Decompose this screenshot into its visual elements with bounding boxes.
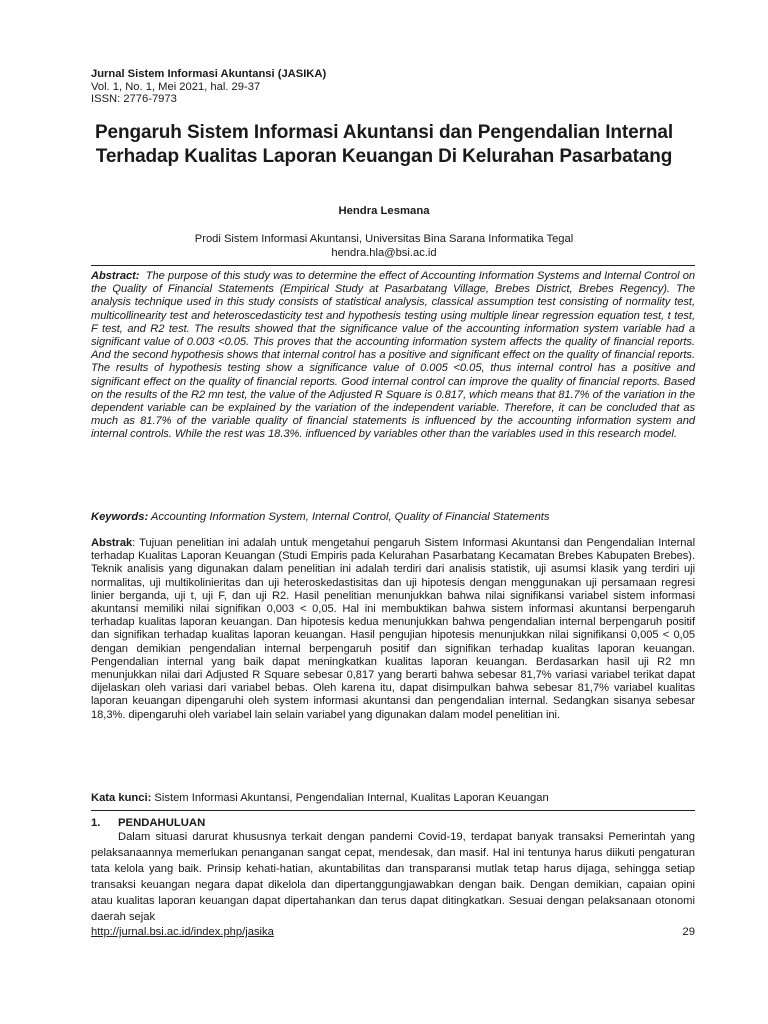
kata-kunci-text: Sistem Informasi Akuntansi, Pengendalian Internal, Kualitas Laporan Keuangan — [154, 792, 549, 804]
page-footer — [91, 926, 695, 938]
kata-kunci-label: Kata kunci: — [91, 792, 152, 804]
page-number: 29 — [682, 926, 695, 938]
journal-issn: ISSN: 2776-7973 — [91, 93, 177, 105]
abstract-label: Abstract: — [91, 270, 140, 282]
abstract-english — [91, 270, 695, 442]
section-heading — [91, 817, 205, 829]
keywords-label: Keywords: — [91, 511, 149, 523]
abstrak-label: Abstrak — [91, 537, 133, 549]
journal-name: Jurnal Sistem Informasi Akuntansi (JASIKA) — [91, 68, 327, 80]
journal-url-link[interactable]: http://jurnal.bsi.ac.id/index.php/jasika — [91, 926, 274, 938]
journal-volume: Vol. 1, No. 1, Mei 2021, hal. 29-37 — [91, 80, 261, 93]
section-title: PENDAHULUAN — [118, 817, 206, 829]
abstract-bottom-rule — [91, 810, 695, 811]
author-email: hendra.hla@bsi.ac.id — [331, 247, 437, 259]
abstrak-text: : Tujuan penelitian ini adalah untuk mengetahui pengaruh Sistem Informasi Akuntansi dan Pengendalian Internal terhadap Kualitas Laporan Keuangan (Studi Empiris pada Kelurahan Pasarbatang Kecamatan Brebes Kabupaten Brebes). Teknik analisis yang digunakan dalam penelitian ini adalah terdiri dari analisis statistik, uji asumsi klasik yang terdiri uji normalitas, uji multikolinieritas dan uji heteroskedastisitas dan uji hipotesis dengan menggunakan uji persamaan regresi linier berganda, uji t, uji F, dan uji R2. Hasil penelitian menunjukkan bahwa nilai signifikansi variabel sistem informasi akuntansi memiliki nilai signifikan 0,003 < 0,05. Hal ini membuktikan bahwa sistem informasi akuntansi berpengaruh terhadap kualitas laporan keuangan. Dan hipotesis kedua menunjukkan bahwa pengendalian internal berpengaruh positif dan signifikan terhadap kualitas laporan keuangan. Hasil pengujian hipotesis menunjukkan nilai signifikansi 0,005 < 0,05 dengan demikian pengendalian internal berpengaruh positif dan signifikan terhadap kualitas laporan keuangan. Pengendalian internal yang baik dapat meningkatkan kualitas laporan keuangan. Berdasarkan hasil uji R2 mn menunjukkan nilai dari Adjusted R Square sebesar 0,817 yang berarti bahwa sebesar 81,7% variasi variabel terikat dapat dijelaskan oleh variasi dari variabel bebas. Oleh karena itu, dapat disimpulkan bahwa sebesar 81,7% variabel kualitas laporan keuangan dipengaruhi oleh system informasi akuntansi dan pengendalian internal. Sedangkan sisanya sebesar 18,3%. dipengaruhi oleh variabel lain selain variabel yang digunakan dalam model penelitian ini. — [91, 537, 695, 721]
abstract-indonesian — [91, 537, 695, 722]
keywords-text: Accounting Information System, Internal Control, Quality of Financial Statements — [150, 511, 550, 523]
journal-header — [91, 68, 691, 106]
abstract-text: The purpose of this study was to determine the effect of Accounting Information Systems and Internal Control on the Quality of Financial Statements (Empirical Study at Pasarbatang Village, Brebes District, Brebes Regency). The analysis technique used in this study consists of statistical analysis, classical assumption test consisting of normality test, multicollinearity test and heteroscedasticity test and hypothesis testing using multiple linear regression equation test, t test, F test, and R2 test. The results showed that the significance value of the accounting information system variable had a significant value of 0.003 <0.05. This proves that the accounting information system affects the quality of financial reports. And the second hypothesis shows that internal control has a positive and significant effect on the quality of financial reports. The results of hypothesis testing show a significance value of 0.005 <0.05, thus internal control has a positive and significant effect on the quality of financial reports. Good internal control can improve the quality of financial reports. Based on the results of the R2 mn test, the value of the Adjusted R Square is 0.817, which means that 81.7% of the variation in the dependent variable can be explained by the variation of the independent variable. Therefore, it can be concluded that as much as 81.7% of the variable quality of financial statements is influenced by the accounting information system and internal controls. While the rest was 18.3%. influenced by variables other than the variables used in this research model. — [91, 270, 695, 441]
paper-title: Pengaruh Sistem Informasi Akuntansi dan Pengendalian Internal Terhadap Kualitas Laporan Keuangan Di Kelurahan Pasarbatang — [94, 122, 674, 167]
section-number: 1. — [91, 817, 101, 829]
author-name: Hendra Lesmana — [338, 205, 430, 217]
author-affiliation-block — [0, 232, 768, 260]
intro-paragraph: Dalam situasi darurat khususnya terkait dengan pandemi Covid-19, terdapat banyak transaksi Pemerintah yang pelaksanaannya memerlukan penanganan sangat cepat, mendesak, dan masif. Hal ini tentunya harus diikuti pengaturan tata kelola yang baik. Prinsip kehati-hatian, akuntabilitas dan transparansi mutlak tetap harus dijaga, sehingga setiap transaksi keuangan negara dapat dikelola dan dipertanggungjawabkan dengan baik. Dengan demikian, capaian opini atau kualitas laporan keuangan dapat dipertahankan dan terus dapat ditingkatkan. Sesuai dengan pelaksanaan otonomi daerah sejak — [91, 831, 695, 923]
abstract-top-rule — [91, 265, 695, 266]
keywords-indonesian — [91, 792, 695, 804]
affiliation: Prodi Sistem Informasi Akuntansi, Universitas Bina Sarana Informatika Tegal — [194, 233, 574, 245]
keywords-english — [91, 511, 695, 523]
